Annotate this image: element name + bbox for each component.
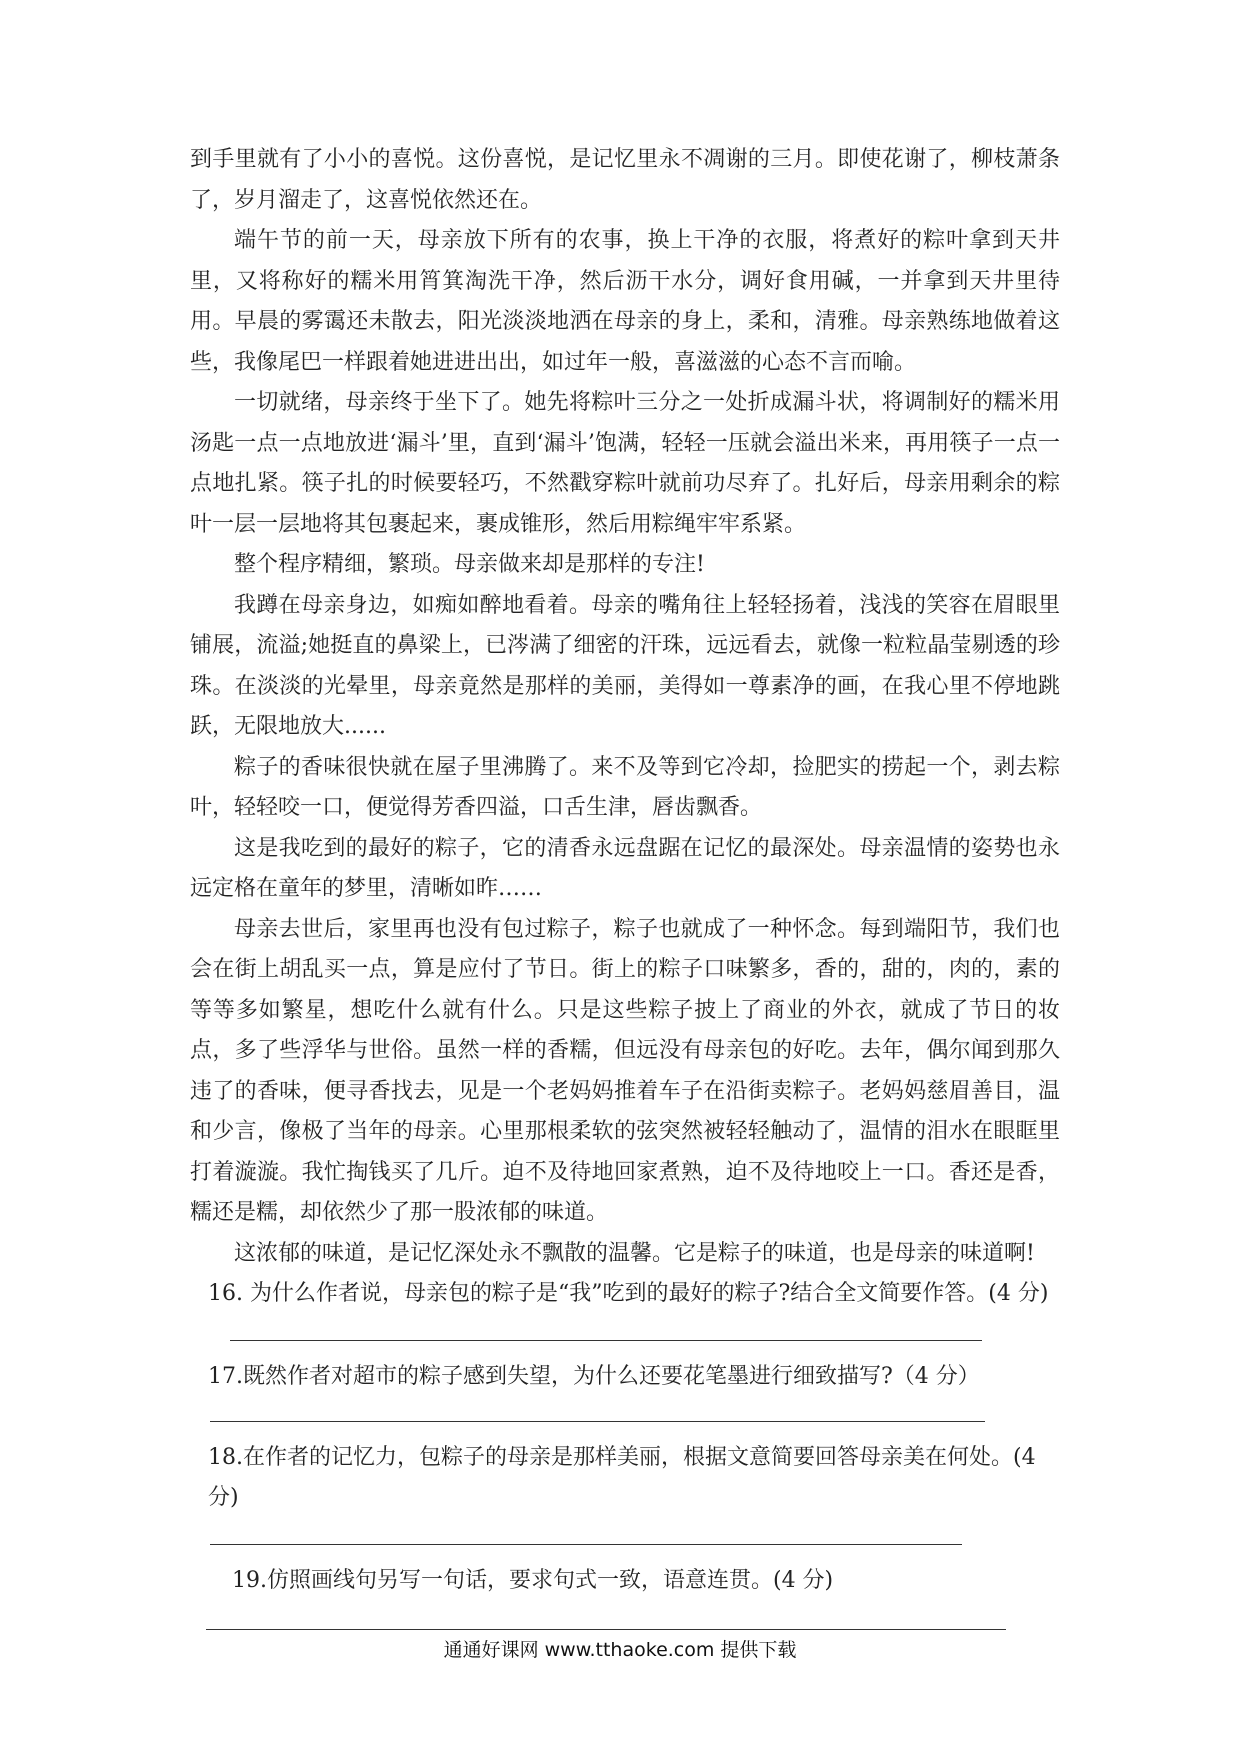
- answer-line-18[interactable]: [210, 1544, 962, 1545]
- answer-line-17[interactable]: [210, 1421, 985, 1422]
- question-17: 17.既然作者对超市的粽子感到失望，为什么还要花笔墨进行细致描写?（4 分）: [208, 1364, 980, 1389]
- footer-download-note: 通通好课网 www.tthaoke.com 提供下载: [443, 1639, 797, 1661]
- questions-section: [190, 1274, 1060, 1630]
- paragraph: 到手里就有了小小的喜悦。这份喜悦，是记忆里永不凋谢的三月。即使花谢了，柳枝萧条了，岁月溜走了，这喜悦依然还在。: [190, 147, 1060, 213]
- paragraph: 这浓郁的味道，是记忆深处永不飘散的温馨。它是粽子的味道，也是母亲的味道啊!: [234, 1240, 1035, 1266]
- paragraph: 这是我吃到的最好的粽子，它的清香永远盘踞在记忆的最深处。母亲温情的姿势也永远定格在童年的梦里，清晰如昨……: [190, 835, 1060, 901]
- paragraph: 粽子的香味很快就在屋子里沸腾了。来不及等到它冷却，捡肥实的捞起一个，剥去粽叶，轻轻咬一口，便觉得芳香四溢，口舌生津，唇齿飘香。: [190, 754, 1060, 820]
- paragraph: 母亲去世后，家里再也没有包过粽子，粽子也就成了一种怀念。每到端阳节，我们也会在街上胡乱买一点，算是应付了节日。街上的粽子口味繁多，香的，甜的，肉的，素的等等多如繁星，想吃什么就有什么。只是这些粽子披上了商业的外衣，就成了节日的妆点，多了些浮华与世俗。虽然一样的香糯，但远没有母亲包的好吃。去年，偶尔闻到那久违了的香味，便寻香找去，见是一个老妈妈推着车子在沿街卖粽子。老妈妈慈眉善目，温和少言，像极了当年的母亲。心里那根柔软的弦突然被轻轻触动了，温情的泪水在眼眶里打着漩漩。我忙掏钱买了几斤。迫不及待地回家煮熟，迫不及待地咬上一口。香还是香，糯还是糯，却依然少了那一股浓郁的味道。: [190, 916, 1060, 1225]
- paragraph: 端午节的前一天，母亲放下所有的农事，换上干净的衣服，将煮好的粽叶拿到天井里，又将称好的糯米用筲箕淘洗干净，然后沥干水分，调好食用碱，一并拿到天井里待用。早晨的雾霭还未散去，阳光淡淡地洒在母亲的身上，柔和，清雅。母亲熟练地做着这些，我像尾巴一样跟着她进进出出，如过年一般，喜滋滋的心态不言而喻。: [190, 228, 1060, 375]
- answer-line-16[interactable]: [230, 1340, 982, 1341]
- paragraph: 我蹲在母亲身边，如痴如醉地看着。母亲的嘴角往上轻轻扬着，浅浅的笑容在眉眼里铺展，流溢;她挺直的鼻梁上，已涔满了细密的汗珠，远远看去，就像一粒粒晶莹剔透的珍珠。在淡淡的光晕里，母亲竟然是那样的美丽，美得如一尊素净的画，在我心里不停地跳跃，无限地放大......: [190, 592, 1060, 739]
- question-16: 16. 为什么作者说，母亲包的粽子是“我”吃到的最好的粽子?结合全文简要作答。(4 分): [208, 1281, 1049, 1306]
- question-18: 18.在作者的记忆力，包粽子的母亲是那样美丽，根据文意简要回答母亲美在何处。(4 分): [208, 1445, 1036, 1510]
- paragraph: 一切就绪，母亲终于坐下了。她先将粽叶三分之一处折成漏斗状，将调制好的糯米用汤匙一点一点地放进‘漏斗’里，直到‘漏斗’饱满，轻轻一压就会溢出米来，再用筷子一点一点地扎紧。筷子扎的时候要轻巧，不然戳穿粽叶就前功尽弃了。扎好后，母亲用剩余的粽叶一层一层地将其包裹起来，裹成锥形，然后用粽绳牢牢系紧。: [190, 390, 1060, 537]
- answer-line-19[interactable]: [206, 1629, 1006, 1630]
- question-19: 19.仿照画线句另写一句话，要求句式一致，语意连贯。(4 分): [232, 1568, 834, 1593]
- paragraph: 整个程序精细，繁琐。母亲做来却是那样的专注!: [234, 552, 705, 577]
- article-body: [190, 140, 1060, 1630]
